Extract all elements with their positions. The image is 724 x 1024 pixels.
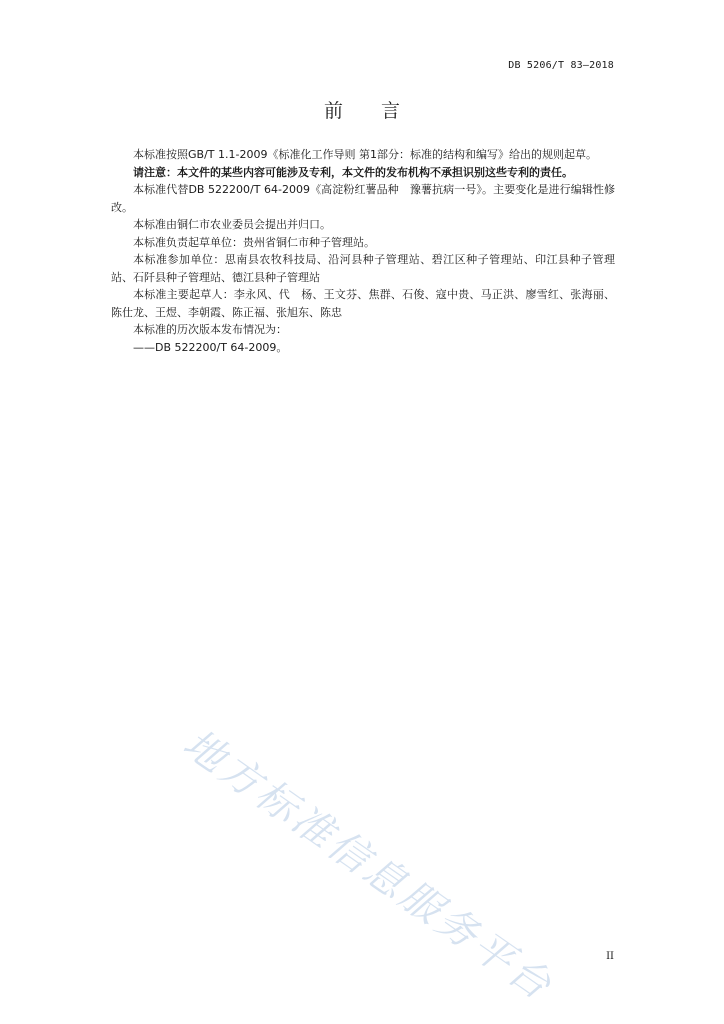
page-title: 前 言 — [323, 100, 417, 122]
paragraph-drafting-rules: 本标准按照GB/T 1.1-2009《标准化工作导则 第1部分：标准的结构和编写》给出的规则起草。 — [133, 148, 597, 161]
paragraph-proposer: 本标准由铜仁市农业委员会提出并归口。 — [133, 218, 331, 231]
paragraph-participating-units: 本标准参加单位：思南县农牧科技局、沿河县种子管理站、碧江区种子管理站、印江县种子管理站、石阡县种子管理站、德江县种子管理站 — [111, 253, 615, 284]
paragraph-previous-version: ——DB 522200/T 64-2009。 — [133, 340, 288, 354]
watermark: 地方标准信息服务平台 — [174, 720, 562, 1011]
paragraph-patent-notice: 请注意：本文件的某些内容可能涉及专利，本文件的发布机构不承担识别这些专利的责任。 — [133, 165, 573, 179]
standard-code: DB 5206/T 83—2018 — [508, 60, 614, 71]
paragraph-version-history: 本标准的历次版本发布情况为： — [133, 323, 287, 336]
page-number: II — [606, 951, 614, 962]
paragraph-drafters: 本标准主要起草人：李永风、代 杨、王文芬、焦群、石俊、寇中贵、马正洪、廖雪红、张海丽、陈仕龙、王煜、李朝霞、陈正福、张旭东、陈忠 — [111, 288, 615, 319]
paragraph-drafting-unit: 本标准负责起草单位：贵州省铜仁市种子管理站。 — [133, 235, 375, 249]
foreword-body — [111, 146, 615, 356]
paragraph-replacement: 本标准代替DB 522200/T 64-2009《高淀粉红薯品种 豫薯抗病一号》。主要变化是进行编辑性修改。 — [111, 183, 615, 214]
